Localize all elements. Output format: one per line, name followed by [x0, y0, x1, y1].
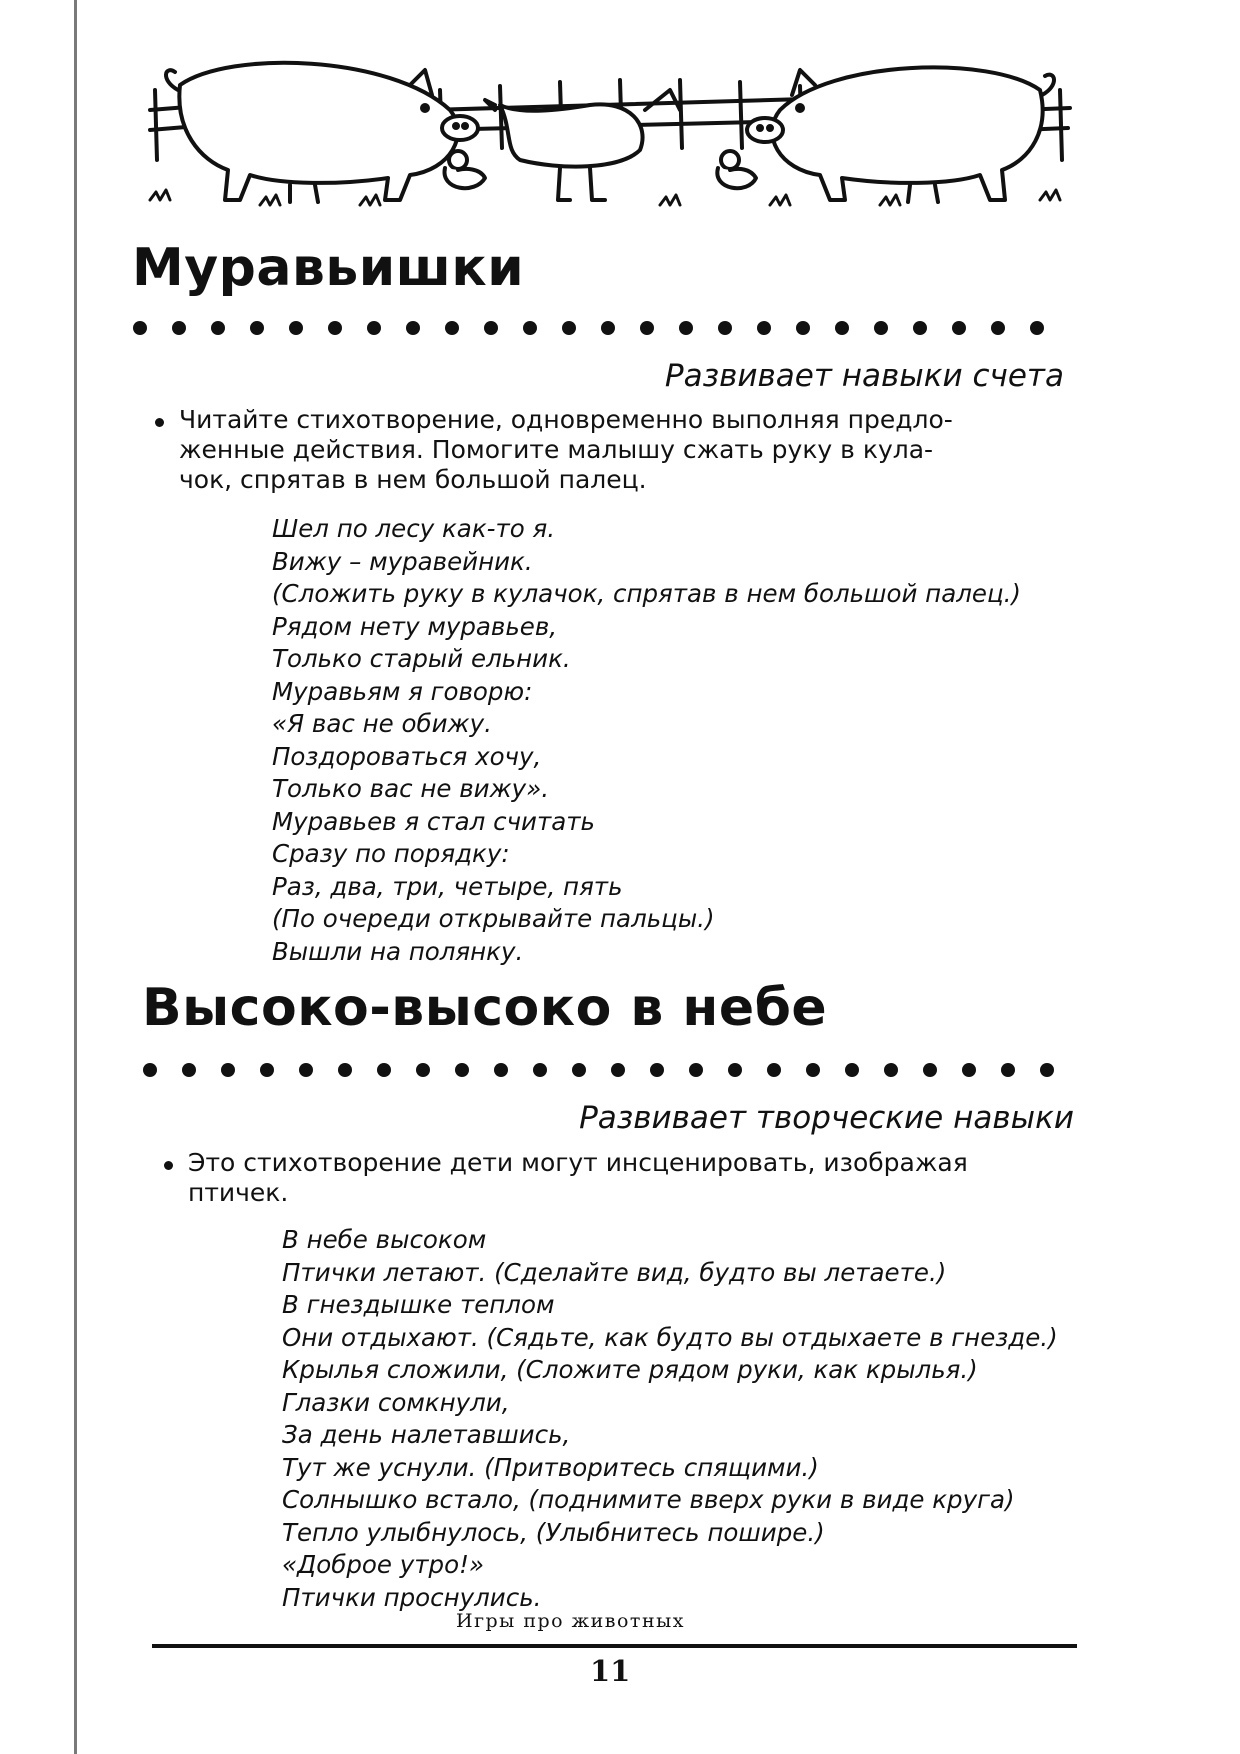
footer-rule: [152, 1644, 1077, 1648]
poem-line: Тепло улыбнулось, (Улыбнитесь пошире.): [282, 1517, 825, 1547]
instruction-paragraph: [155, 405, 1070, 495]
poem-line: «Я вас не обижу.: [272, 709, 492, 738]
poem-line: Птички летают. (Сделайте вид, будто вы летаете.): [282, 1257, 947, 1287]
poem-line: Солнышко встало, (поднимите вверх руки в виде круга): [282, 1485, 1015, 1514]
poem-line: Сразу по порядку:: [272, 839, 510, 868]
poem-line: Тут же уснули. (Притворитесь спящими.): [282, 1452, 819, 1482]
dotted-divider: [132, 318, 1060, 338]
poem-line: Шел по лесу как-то я.: [272, 514, 556, 543]
page-number: 11: [590, 1654, 631, 1688]
skill-subtitle: Развивает творческие навыки: [579, 1100, 1074, 1136]
poem-line: Вышли на полянку.: [272, 936, 524, 966]
section-title-sky: Высоко-высоко в небе: [142, 978, 828, 1038]
farm-animals-illustration: [140, 50, 1080, 220]
instruction-line: чок, спрятав в нем большой палец.: [179, 465, 647, 494]
poem-line: Муравьев я стал считать: [272, 806, 595, 836]
dotted-divider: [142, 1060, 1070, 1080]
poem-line: За день налетавшись,: [282, 1420, 571, 1449]
poem-line: Раз, два, три, четыре, пять: [272, 871, 623, 901]
poem-line: (Сложить руку в кулачок, спрятав в нем большой палец.): [272, 579, 1021, 608]
instruction-line: птичек.: [188, 1178, 289, 1207]
pig-left-icon: [166, 63, 478, 202]
instruction-line: Это стихотворение дети могут инсценировать, изображая: [188, 1148, 968, 1177]
poem-line: «Доброе утро!»: [282, 1550, 485, 1579]
page-binding-edge: [74, 0, 77, 1754]
poem-ants: [272, 513, 1021, 968]
poem-line: В гнездышке теплом: [282, 1290, 555, 1319]
instruction-line: женные действия. Помогите малышу сжать руку в кула-: [179, 435, 934, 464]
instruction-paragraph: [164, 1148, 1079, 1208]
poem-line: Муравьям я говорю:: [272, 676, 533, 706]
poem-line: Птички проснулись.: [282, 1582, 542, 1612]
bullet-icon: [155, 418, 164, 427]
poem-line: Крылья сложили, (Сложите рядом руки, как крылья.): [282, 1355, 978, 1384]
poem-line: Только вас не вижу».: [272, 774, 550, 803]
bullet-icon: [164, 1161, 173, 1170]
poem-line: (По очереди открывайте пальцы.): [272, 904, 715, 933]
poem-line: В небе высоком: [282, 1225, 487, 1254]
instruction-line: Читайте стихотворение, одновременно выполняя предло-: [179, 405, 953, 434]
pig-right-icon: [747, 67, 1054, 202]
poem-line: Поздороваться хочу,: [272, 741, 542, 771]
poem-line: Вижу – муравейник.: [272, 546, 533, 576]
running-footer-title: Игры про животных: [456, 1610, 685, 1632]
poem-line: Глазки сомкнули,: [282, 1387, 510, 1417]
section-title-ants: Муравьишки: [132, 238, 525, 298]
poem-line: Они отдыхают. (Сядьте, как будто вы отдыхаете в гнезде.): [282, 1322, 1058, 1352]
poem-line: Только старый ельник.: [272, 644, 571, 673]
skill-subtitle: Развивает навыки счета: [664, 358, 1064, 394]
poem-line: Рядом нету муравьев,: [272, 611, 558, 641]
poem-sky: [282, 1224, 1058, 1614]
